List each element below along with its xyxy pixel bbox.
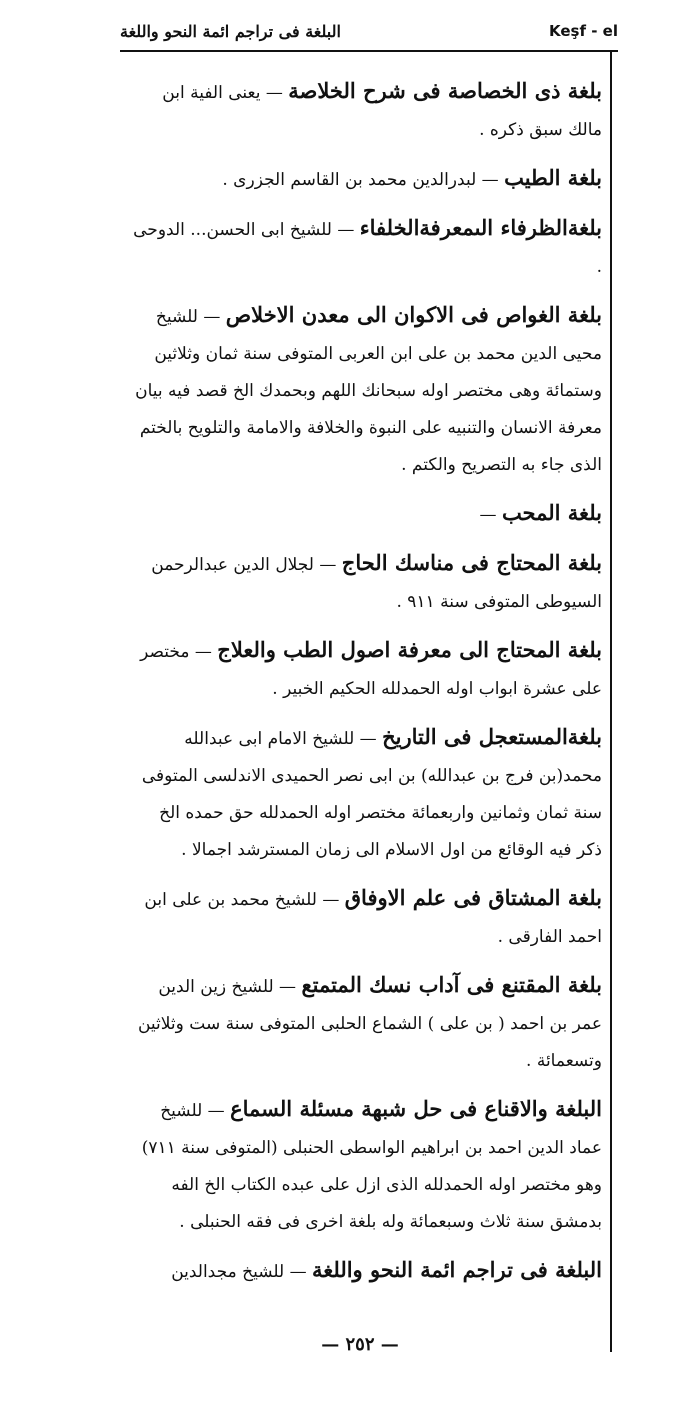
entries-column — [132, 72, 602, 1301]
entry-title: بلغة المحب — [501, 500, 602, 525]
entry-title: بلغة المحتاج فى مناسك الحاج — [341, 550, 602, 575]
entry: بلغة المحب — — [479, 500, 602, 525]
entry-title: بلغة المقتنع فى آداب نسك المتمتع — [301, 972, 602, 997]
entry-title: بلغة ذى الخصاصة فى شرح الخلاصة — [288, 78, 602, 103]
entry-text: للشيخ مجدالدين — [171, 1262, 285, 1282]
entry: بلغة الطيب — لبدرالدين محمد بن القاسم الجزرى . — [222, 165, 602, 190]
entry: بلغة المحتاج فى مناسك الحاج — لجلال الدين عبدالرحمن السيوطى المتوفى سنة ٩١١ . — [151, 550, 602, 612]
entry-text: يعنى الفية ابن مالك سبق ذكره . — [162, 83, 602, 140]
entry: بلغة الغواص فى الاكوان الى معدن الاخلاص — للشيخ محيى الدين محمد بن على ابن العربى المتوفى سنة ثمان وثلاثين وستمائة وهى مختصر اوله سبحانك اللهم وبحمدك الخ قصد فيه بيان معرفة الانسان والتنبيه على النبوة والخلافة والامامة والتلويح بالختم الذى جاء به التصريح والكتم . — [135, 302, 602, 475]
header-label: Keşf - el — [549, 22, 618, 40]
entry: بلغة ذى الخصاصة فى شرح الخلاصة — يعنى الفية ابن مالك سبق ذكره . — [162, 78, 602, 140]
column-rule — [610, 52, 612, 1352]
entry-text: لجلال الدين عبدالرحمن السيوطى المتوفى سنة ٩١١ . — [151, 555, 602, 612]
entry: بلغةالمستعجل فى التاريخ — للشيخ الامام ابى عبدالله محمد(بن فرج بن عبدالله) بن ابى نصر الحميدى الاندلسى المتوفى سنة ثمان وثمانين واربعمائة مختصر اوله الحمدلله حق حمده الخ ذكر فيه الوقائع من اول الاسلام الى زمان المسترشد اجمالا . — [141, 724, 602, 860]
entry-title: بلغة الغواص فى الاكوان الى معدن الاخلاص — [225, 302, 602, 327]
entry-text: للشيخ ابى الحسن... الدوحى . — [133, 220, 602, 277]
entry: بلغةالظرفاء الىمعرفةالخلفاء — للشيخ ابى الحسن... الدوحى . — [133, 215, 602, 277]
entry-text: لبدرالدين محمد بن القاسم الجزرى . — [222, 170, 477, 190]
entry: بلغة المحتاج الى معرفة اصول الطب والعلاج — مختصر على عشرة ابواب اوله الحمدلله الحكيم الخبير . — [140, 637, 602, 699]
page-number: — ٢٥٢ — — [321, 1334, 399, 1355]
entry-text: للشيخ محمد بن على ابن احمد الفارقى . — [144, 890, 602, 947]
entry-text: مختصر على عشرة ابواب اوله الحمدلله الحكيم الخبير . — [140, 642, 602, 699]
entry: بلغة المقتنع فى آداب نسك المتمتع — للشيخ زين الدين عمر بن احمد ( بن على ) الشماع الحلبى المتوفى سنة ست وثلاثين وتسعمائة . — [137, 972, 602, 1071]
entry-title: بلغةالمستعجل فى التاريخ — [382, 724, 602, 749]
entry-title: البلغة والاقناع فى حل شبهة مسئلة السماع — [230, 1096, 602, 1121]
page-header — [120, 18, 618, 48]
entry-title: بلغة المحتاج الى معرفة اصول الطب والعلاج — [217, 637, 602, 662]
entry: البلغة فى تراجم ائمة النحو واللغة — للشيخ مجدالدين — [171, 1257, 602, 1282]
entry: البلغة والاقناع فى حل شبهة مسئلة السماع — للشيخ عماد الدين احمد بن ابراهيم الواسطى الحنبلى (المتوفى سنة ٧١١) وهو مختصر اوله الحمدلله الذى ازل على عبده الكتاب الخ الفه بدمشق سنة ثلاث وسبعمائة وله بلغة اخرى فى فقه الحنبلى . — [141, 1096, 602, 1232]
entry-text: للشيخ محيى الدين محمد بن على ابن العربى المتوفى سنة ثمان وثلاثين وستمائة وهى مختصر اوله سبحانك اللهم وبحمدك الخ قصد فيه بيان معرفة الانسان والتنبيه على النبوة والخلافة والامامة والتلويح بالختم الذى جاء به التصريح والكتم . — [135, 307, 602, 475]
entry-text: للشيخ زين الدين عمر بن احمد ( بن على ) الشماع الحلبى المتوفى سنة ست وثلاثين وتسعمائة . — [137, 977, 602, 1071]
entry-text: للشيخ الامام ابى عبدالله محمد(بن فرج بن عبدالله) بن ابى نصر الحميدى الاندلسى المتوفى سنة ثمان وثمانين واربعمائة مختصر اوله الحمدلله حق حمده الخ ذكر فيه الوقائع من اول الاسلام الى زمان المسترشد اجمالا . — [141, 729, 602, 860]
entry-title: بلغة المشتاق فى علم الاوفاق — [344, 885, 602, 910]
running-title: البلغة فى تراجم ائمة النحو واللغة — [120, 22, 341, 41]
entry-text: للشيخ عماد الدين احمد بن ابراهيم الواسطى الحنبلى (المتوفى سنة ٧١١) وهو مختصر اوله الحمدلله الذى ازل على عبده الكتاب الخ الفه بدمشق سنة ثلاث وسبعمائة وله بلغة اخرى فى فقه الحنبلى . — [141, 1101, 602, 1232]
entry-title: بلغةالظرفاء الىمعرفةالخلفاء — [359, 215, 602, 240]
header-rule — [120, 50, 618, 52]
entry-title: البلغة فى تراجم ائمة النحو واللغة — [311, 1257, 602, 1282]
entry-title: بلغة الطيب — [504, 165, 602, 190]
entry: بلغة المشتاق فى علم الاوفاق — للشيخ محمد بن على ابن احمد الفارقى . — [144, 885, 602, 947]
